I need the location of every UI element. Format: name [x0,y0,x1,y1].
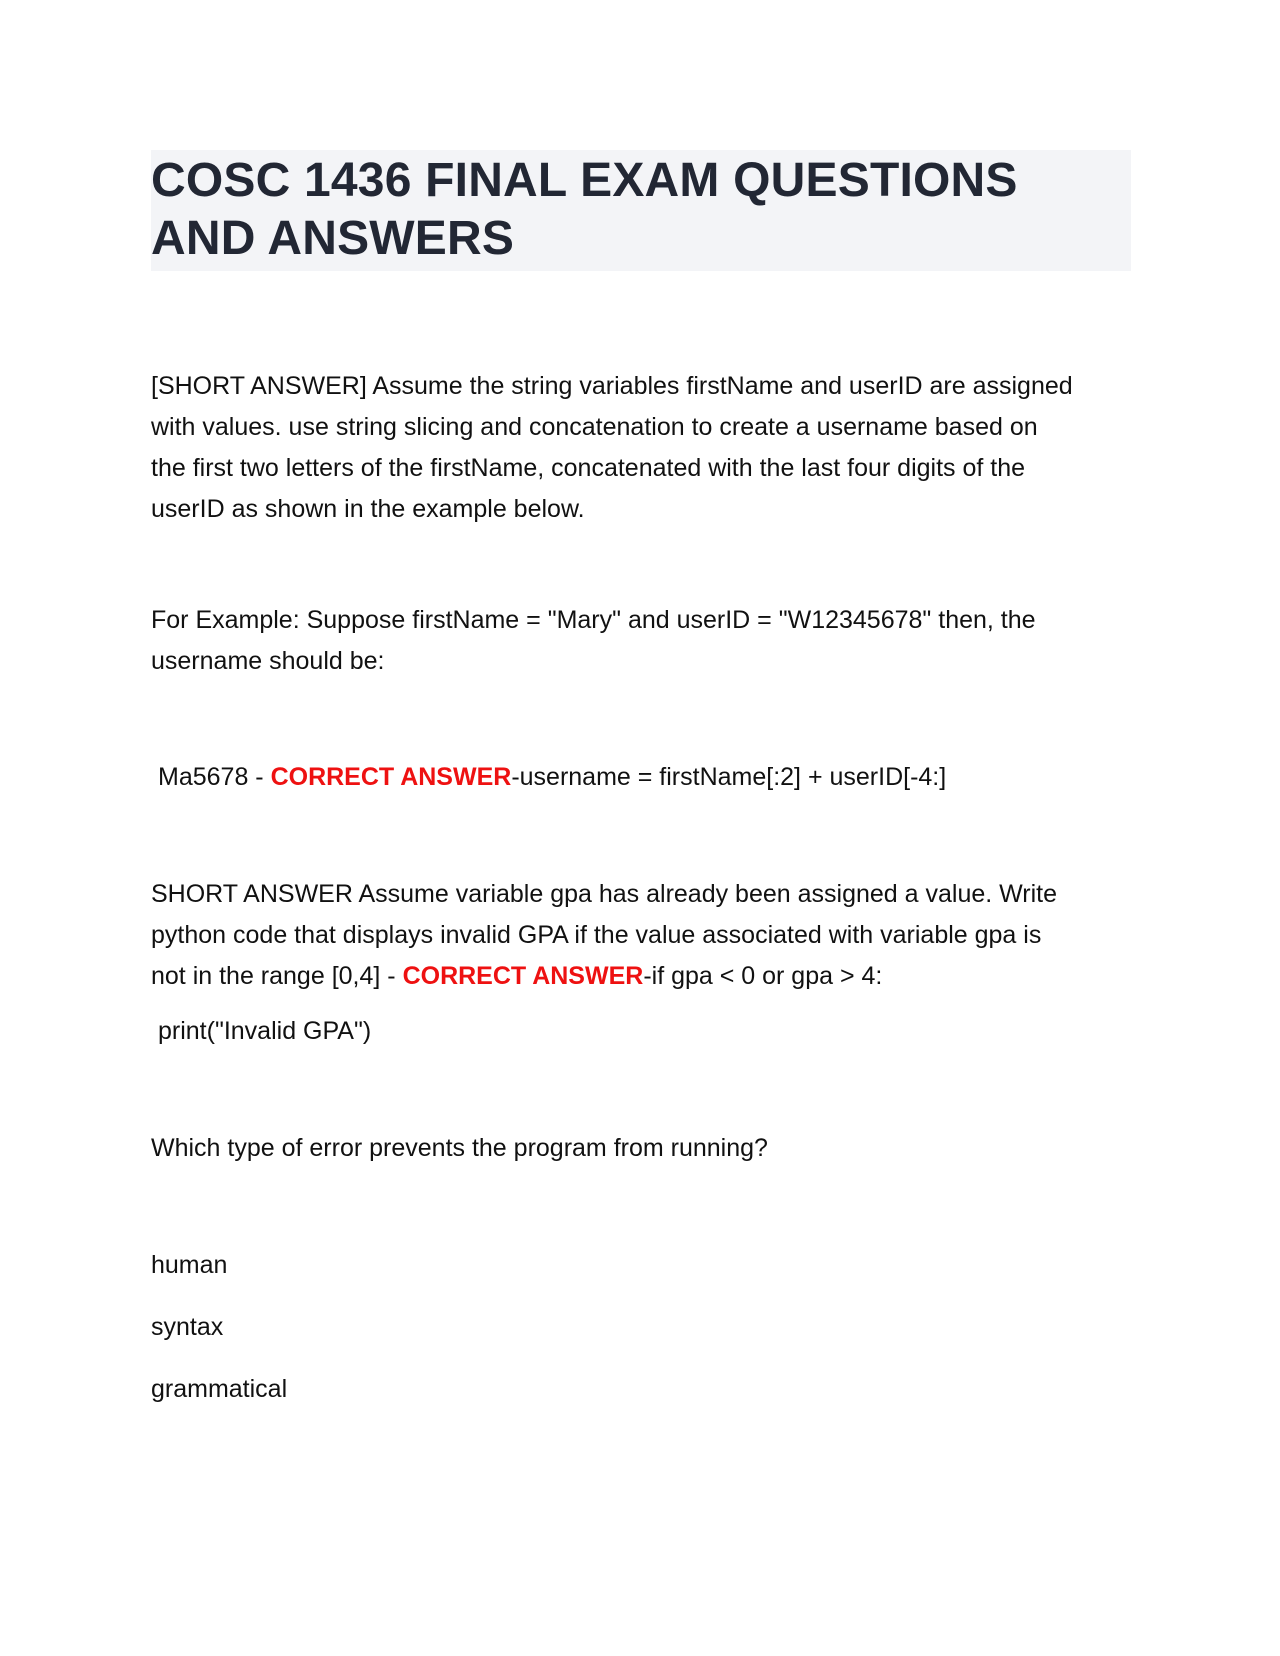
option-label: syntax [151,1313,224,1341]
code-line: print("Invalid GPA") [158,1017,372,1045]
answer-text: -username = firstName[:2] + userID[-4:] [511,763,947,791]
question-1-line: the first two letters of the firstName, concatenated with the last four digits of the [151,454,1026,482]
correct-answer-label: CORRECT ANSWER [270,763,512,791]
question-1-text [151,366,1141,530]
example-line: username should be: [151,647,385,675]
question-1-line: [SHORT ANSWER] Assume the string variables firstName and userID are assigned [151,372,1073,400]
title-line-1: COSC 1436 FINAL EXAM QUESTIONS [151,154,1018,207]
document-title [151,150,1131,271]
question-2-line-3-prefix: not in the range [0,4] - [151,962,403,990]
option-syntax [151,1307,1141,1348]
question-1-answer [151,757,1148,798]
question-1-example [151,600,1141,682]
answer-prefix: Ma5678 - [158,763,271,791]
title-line-2: AND ANSWERS [151,212,515,265]
answer-text: -if gpa < 0 or gpa > 4: [643,962,883,990]
document-page [151,150,1131,1403]
question-1-line: with values. use string slicing and concatenation to create a username based on [151,413,1038,441]
option-grammatical [151,1369,1141,1410]
option-human [151,1245,1141,1286]
question-3-text [151,1128,1141,1169]
question-2-line: python code that displays invalid GPA if the value associated with variable gpa is [151,921,1042,949]
question-2-code [151,1011,1148,1052]
question-1-line: userID as shown in the example below. [151,495,585,523]
question-2-line [151,956,1141,997]
correct-answer-label: CORRECT ANSWER [402,962,644,990]
option-label: human [151,1251,228,1279]
question-2-text [151,874,1141,997]
option-label: grammatical [151,1375,288,1403]
question-2-line: SHORT ANSWER Assume variable gpa has already been assigned a value. Write [151,880,1058,908]
question-3-line: Which type of error prevents the program from running? [151,1134,768,1162]
example-line: For Example: Suppose firstName = "Mary" and userID = "W12345678" then, the [151,606,1036,634]
